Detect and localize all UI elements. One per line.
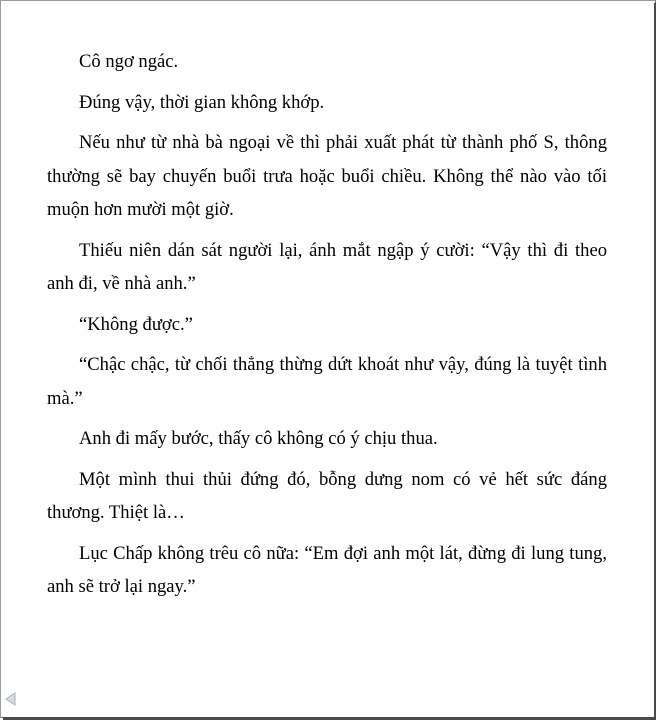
paragraph-7: Anh đi mấy bước, thấy cô không có ý chịu thua. [79, 428, 438, 449]
paragraph-6: “Chậc chậc, từ chối thẳng thừng dứt khoát như vậy, đúng là tuyệt tình mà.” [47, 354, 607, 409]
paragraph-8: Một mình thui thủi đứng đó, bỗng dưng nom có vẻ hết sức đáng thương. Thiệt là… [47, 468, 607, 523]
document-body [47, 45, 607, 611]
paragraph-9: Lục Chấp không trêu cô nữa: “Em đợi anh một lát, đừng đi lung tung, anh sẽ trở lại ngay.” [47, 542, 607, 597]
back-arrow-icon[interactable] [5, 692, 17, 706]
paragraph-1: Cô ngơ ngác. [79, 51, 179, 72]
paragraph-5: “Không được.” [79, 313, 193, 335]
paragraph-4: Thiếu niên dán sát người lại, ánh mắt ngập ý cười: “Vậy thì đi theo anh đi, về nhà anh.” [47, 239, 607, 294]
paragraph-2: Đúng vậy, thời gian không khớp. [79, 91, 325, 113]
paragraph-3: Nếu như từ nhà bà ngoại về thì phải xuất phát từ thành phố S, thông thường sẽ bay chuyến buổi trưa hoặc buổi chiều. Không thể nào vào tối muộn hơn mười một giờ. [47, 132, 607, 220]
